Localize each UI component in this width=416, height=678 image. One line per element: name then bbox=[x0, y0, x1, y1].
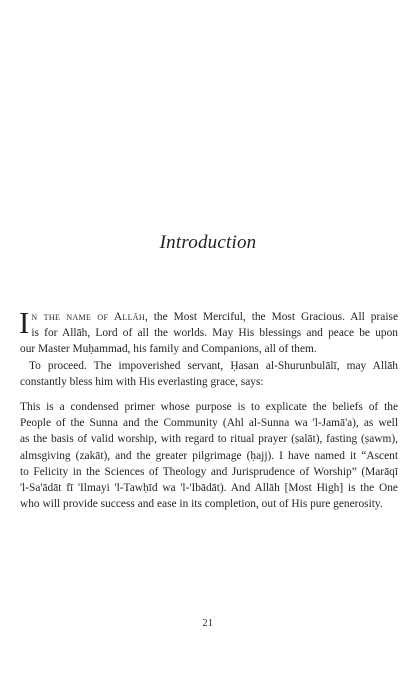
small-caps-opening: n the name of Allāh bbox=[31, 311, 145, 323]
paragraph-line: This is a condensed primer whose purpose is to explicate the beliefs of the bbox=[20, 401, 398, 413]
page-number: 21 bbox=[202, 618, 214, 629]
paragraph-line: To proceed. The impoverished servant, Ḥasan al-Shurunbulālī, may Allāh bbox=[29, 360, 398, 372]
paragraph-line: constantly bless him with His everlasting grace, says: bbox=[20, 376, 264, 389]
third-paragraph bbox=[20, 399, 398, 512]
paragraph-line: is for Allāh, Lord of all the worlds. May His blessings and peace be upon bbox=[31, 327, 398, 340]
paragraph-line: In the name of Allāh, the Most Merciful, the Most Gracious. All praise bbox=[19, 305, 398, 340]
opening-paragraph bbox=[19, 305, 398, 358]
paragraph-line: People of the Sunna and the Community (Ahl al-Sunna wa 'l-Jamā'a), as well bbox=[20, 417, 398, 430]
chapter-heading: Introduction bbox=[159, 232, 257, 253]
paragraph-line: who will provide success and ease in its completion, out of His pure generosity. bbox=[20, 498, 383, 511]
paragraph-line: our Master Muḥammad, his family and Companions, all of them. bbox=[20, 343, 317, 356]
paragraph-line: 'l-Sa'ādāt fī 'Ilmayi 'l-Tawḥīd wa 'l-'Ibādāt). And Allāh [Most High] is the One bbox=[20, 482, 398, 495]
drop-cap: I bbox=[19, 305, 30, 340]
paragraph-line: to Felicity in the Sciences of Theology and Jurisprudence of Worship” (Marāqī bbox=[20, 465, 398, 478]
paragraph-line: almsgiving (zakāt), and the greater pilgrimage (ḥajj). I have named it “Ascent bbox=[20, 449, 398, 462]
second-paragraph bbox=[20, 358, 398, 390]
paragraph-line: as the basis of valid worship, with regard to ritual prayer (ṣalāt), fasting (ṣawm), bbox=[20, 433, 398, 446]
